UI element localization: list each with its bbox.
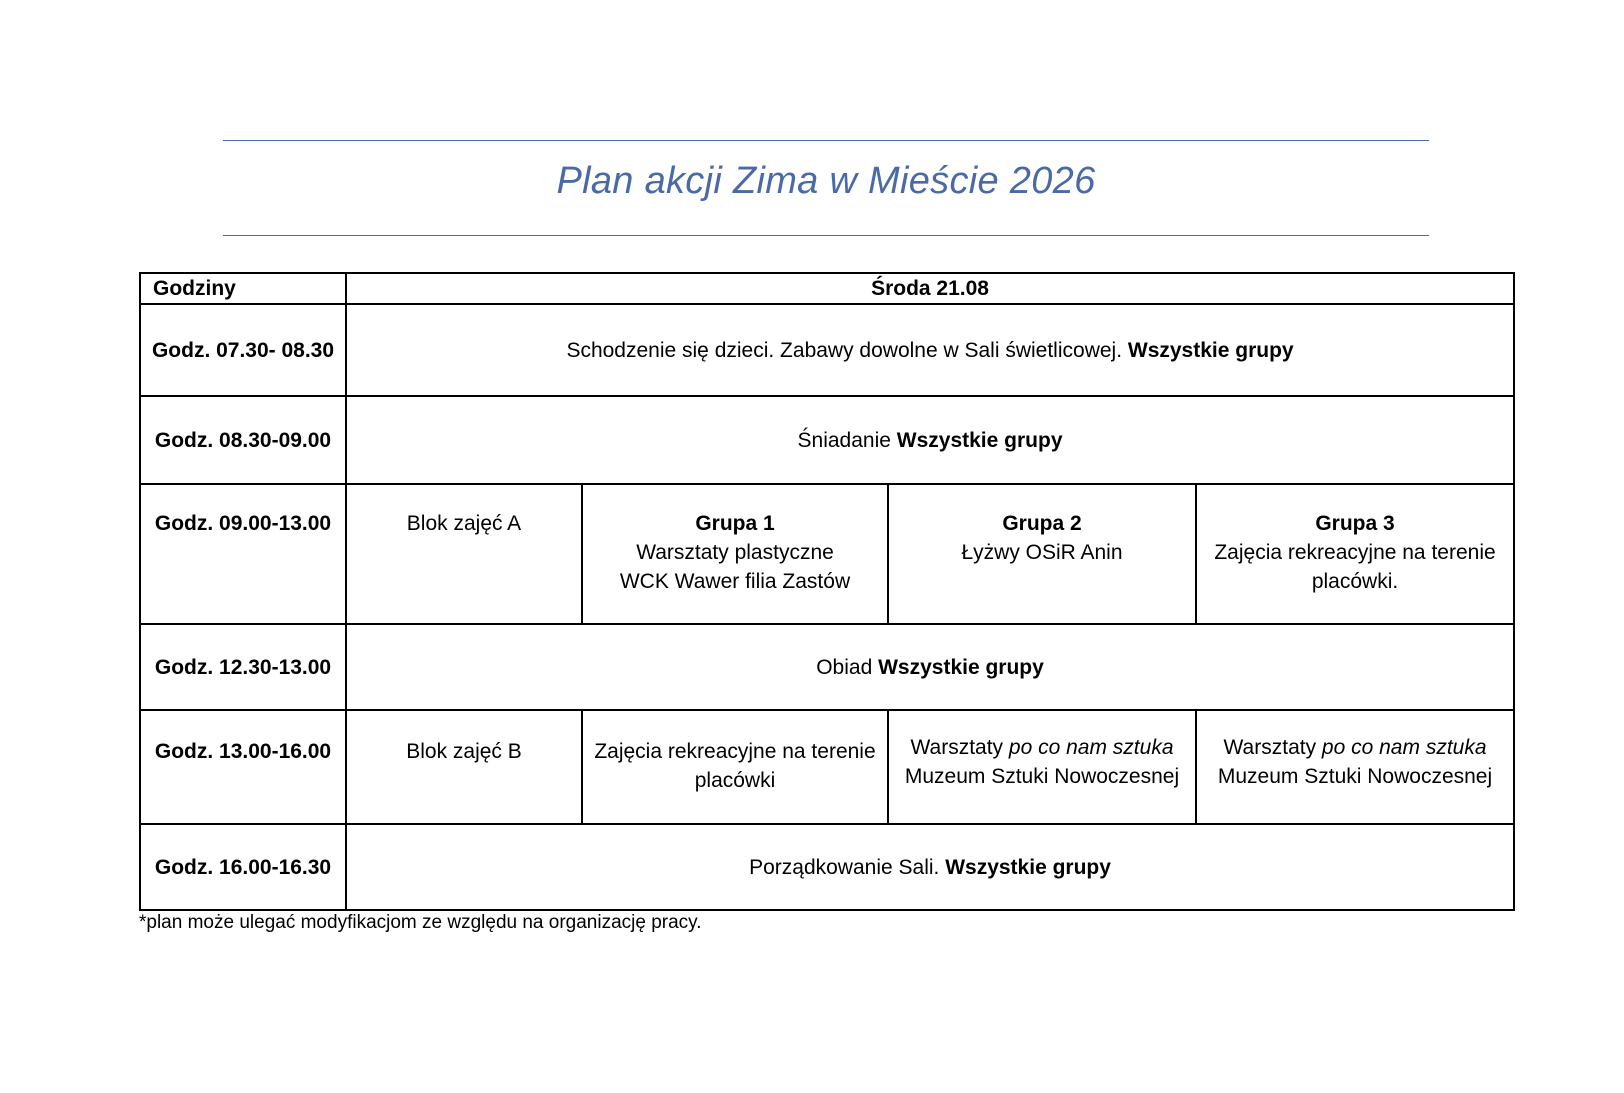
block-label: Blok zajęć A [346, 484, 582, 624]
row-activity: Śniadanie Wszystkie grupy [346, 396, 1514, 484]
row-time: Godz. 09.00-13.00 [140, 484, 346, 624]
table-row [140, 824, 1514, 910]
row-time: Godz. 16.00-16.30 [140, 824, 346, 910]
table-row [140, 304, 1514, 396]
block-label: Blok zajęć B [346, 710, 582, 824]
header-hours: Godziny [140, 273, 346, 304]
row-activity: Schodzenie się dzieci. Zabawy dowolne w Sali świetlicowej. Wszystkie grupy [346, 304, 1514, 396]
group-3-cell: Grupa 3 Zajęcia rekreacyjne na terenie placówki. [1196, 484, 1514, 624]
activity-cell: Warsztaty po co nam sztuka Muzeum Sztuki Nowoczesnej [1196, 710, 1514, 824]
schedule-table [139, 272, 1515, 911]
footnote: *plan może ulegać modyfikacjom ze względu na organizację pracy. [139, 912, 702, 933]
row-activity: Porządkowanie Sali. Wszystkie grupy [346, 824, 1514, 910]
group-1-cell: Grupa 1 Warsztaty plastyczne WCK Wawer filia Zastów [582, 484, 888, 624]
table-row [140, 484, 1514, 624]
header-day: Środa 21.08 [346, 273, 1514, 304]
activity-cell: Warsztaty po co nam sztuka Muzeum Sztuki Nowoczesnej [888, 710, 1196, 824]
title-rule-top [223, 140, 1429, 141]
row-time: Godz. 13.00-16.00 [140, 710, 346, 824]
row-time: Godz. 08.30-09.00 [140, 396, 346, 484]
title-rule-bottom [223, 235, 1429, 236]
page-title: Plan akcji Zima w Mieście 2026 [556, 160, 1096, 202]
table-header-row [140, 273, 1514, 304]
row-activity: Obiad Wszystkie grupy [346, 624, 1514, 710]
row-time: Godz. 12.30-13.00 [140, 624, 346, 710]
row-time: Godz. 07.30- 08.30 [140, 304, 346, 396]
table-row [140, 624, 1514, 710]
table-row [140, 396, 1514, 484]
group-2-cell: Grupa 2 Łyżwy OSiR Anin [888, 484, 1196, 624]
table-row [140, 710, 1514, 824]
activity-cell: Zajęcia rekreacyjne na terenie placówki [582, 710, 888, 824]
